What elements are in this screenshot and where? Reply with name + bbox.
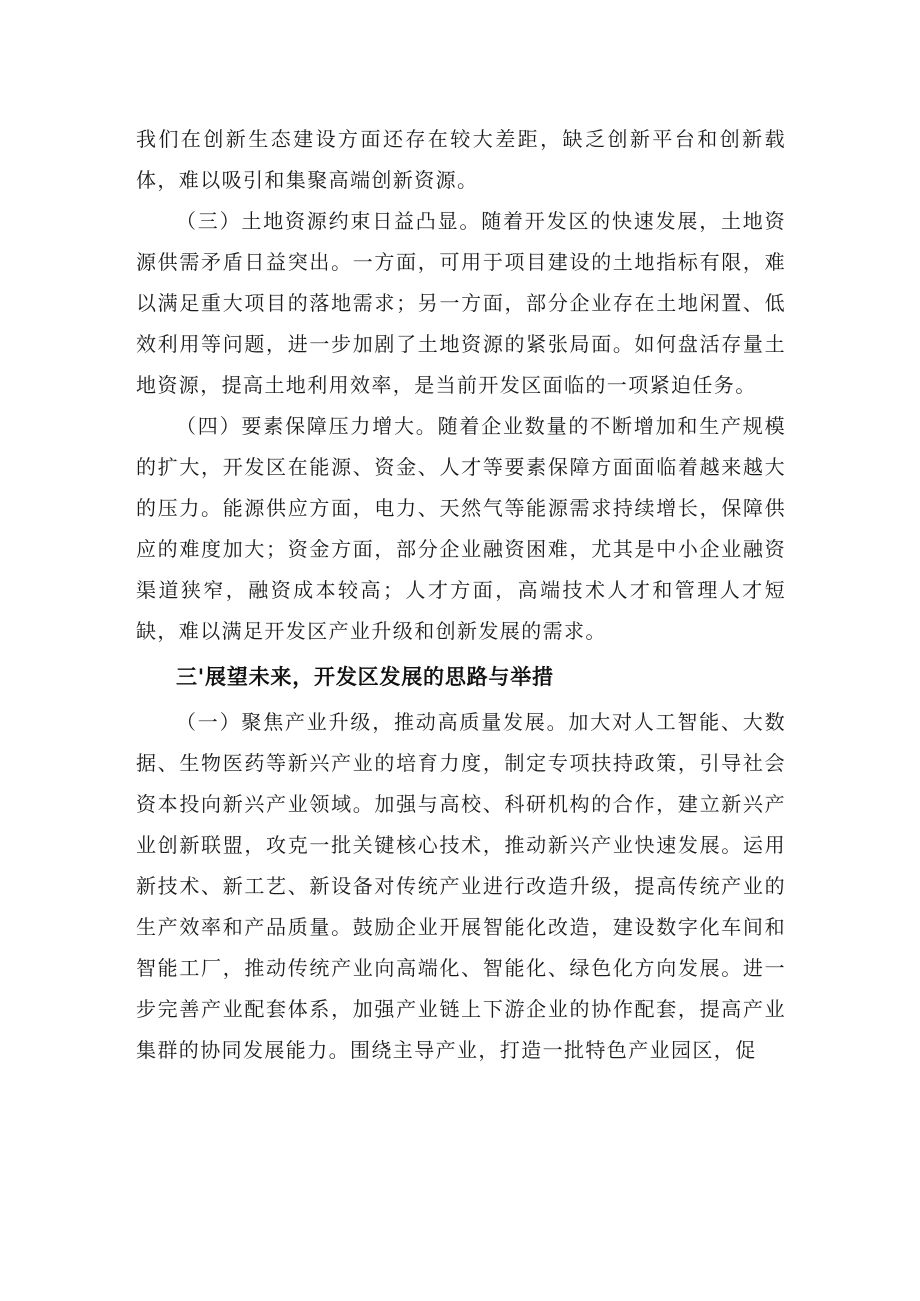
paragraph-innovation-gap: 我们在创新生态建设方面还存在较大差距，缺乏创新平台和创新载体，难以吸引和集聚高端创新资源。 xyxy=(136,127,786,192)
paragraph-factor-guarantee: （四）要素保障压力增大。随着企业数量的不断增加和生产规模的扩大，开发区在能源、资金、人才等要素保障方面面临着越来越大的压力。能源供应方面，电力、天然气等能源需求持续增长，保障供应的难度加大；资金方面，部分企业融资困难，尤其是中小企业融资渠道狭窄，融资成本较高；人才方面，高端技术人才和管理人才短缺，难以满足开发区产业升级和创新发展的需求。 xyxy=(136,414,786,643)
document-body xyxy=(136,119,786,1071)
paragraph-land-resources: （三）土地资源约束日益凸显。随着开发区的快速发展，土地资源供需矛盾日益突出。一方面，可用于项目建设的土地指标有限，难以满足重大项目的落地需求；另一方面，部分企业存在土地闲置、低效利用等问题，进一步加剧了土地资源的紧张局面。如何盘活存量土地资源，提高土地利用效率，是当前开发区面临的一项紧迫任务。 xyxy=(136,209,786,397)
paragraph-industrial-upgrade: （一）聚焦产业升级，推动高质量发展。加大对人工智能、大数据、生物医药等新兴产业的培育力度，制定专项扶持政策，引导社会资本投向新兴产业领域。加强与高校、科研机构的合作，建立新兴产业创新联盟，攻克一批关键核心技术，推动新兴产业快速发展。运用新技术、新工艺、新设备对传统产业进行改造升级，提高传统产业的生产效率和产品质量。鼓励企业开展智能化改造，建设数字化车间和智能工厂，推动传统产业向高端化、智能化、绿色化方向发展。进一步完善产业配套体系，加强产业链上下游企业的协作配套，提高产业集群的协同发展能力。围绕主导产业，打造一批特色产业园区，促 xyxy=(136,710,786,1062)
section-heading: 三'展望未来，开发区发展的思路与举措 xyxy=(176,665,554,689)
